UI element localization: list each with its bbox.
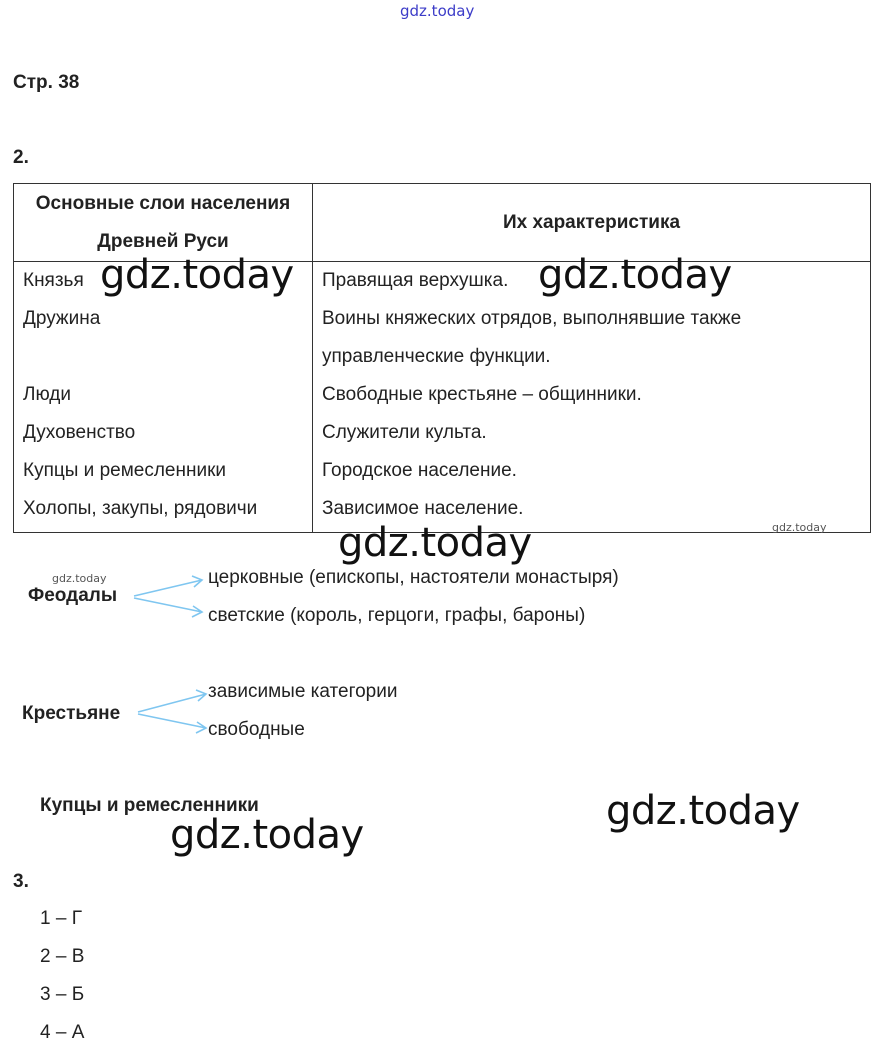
answer-item: 1 – Г [40, 908, 82, 929]
characteristic-cell: Зависимое население. [313, 490, 871, 533]
watermark: gdz.today [100, 252, 294, 298]
layer-cell: Купцы и ремесленники [14, 452, 313, 490]
table-header-row [14, 184, 871, 262]
layer-cell: Дружина [14, 300, 313, 376]
table-row [14, 376, 871, 414]
watermark: gdz.today [538, 252, 732, 298]
answer-item: 3 – Б [40, 984, 85, 1005]
table-row [14, 300, 871, 376]
table-row [14, 414, 871, 452]
peasants-branch-free: свободные [208, 719, 305, 740]
layer-cell: Духовенство [14, 414, 313, 452]
peasants-branch-dependent: зависимые категории [208, 681, 398, 702]
feudals-branch-church: церковные (епископы, настоятели монастыря) [208, 567, 619, 588]
feudals-label: Феодалы [28, 585, 118, 606]
page-number: Стр. 38 [13, 72, 80, 93]
table-row [14, 452, 871, 490]
column-header-layers: Основные слои населения Древней Руси [14, 184, 313, 262]
task-3-number: 3. [13, 871, 29, 892]
characteristic-cell: Воины княжеских отрядов, выполнявшие также управленческие функции. [313, 300, 871, 376]
merchants-label: Купцы и ремесленники [40, 795, 259, 816]
watermark: gdz.today [338, 520, 532, 566]
watermark-top: gdz.today [400, 2, 475, 20]
peasants-label: Крестьяне [22, 703, 121, 724]
characteristic-cell: Свободные крестьяне – общинники. [313, 376, 871, 414]
answer-item: 2 – В [40, 946, 85, 967]
layer-cell: Князья [14, 262, 313, 301]
feudals-arrows-icon [130, 572, 210, 622]
peasants-arrows-icon [134, 686, 214, 738]
characteristic-cell: Правящая верхушка. [313, 262, 871, 301]
answer-item: 4 – А [40, 1022, 85, 1043]
layer-cell: Холопы, закупы, рядовичи [14, 490, 313, 533]
watermark: gdz.today [170, 812, 364, 858]
column-header-characteristics: Их характеристика [313, 184, 871, 262]
watermark: gdz.today [606, 788, 800, 834]
watermark-small: gdz.today [52, 572, 107, 585]
feudals-branch-secular: светские (король, герцоги, графы, бароны) [208, 605, 586, 626]
characteristic-cell: Служители культа. [313, 414, 871, 452]
task-2-number: 2. [13, 147, 29, 168]
population-layers-table [13, 183, 871, 533]
watermark-small: gdz.today [772, 521, 827, 534]
layer-cell: Люди [14, 376, 313, 414]
characteristic-cell: Городское население. [313, 452, 871, 490]
